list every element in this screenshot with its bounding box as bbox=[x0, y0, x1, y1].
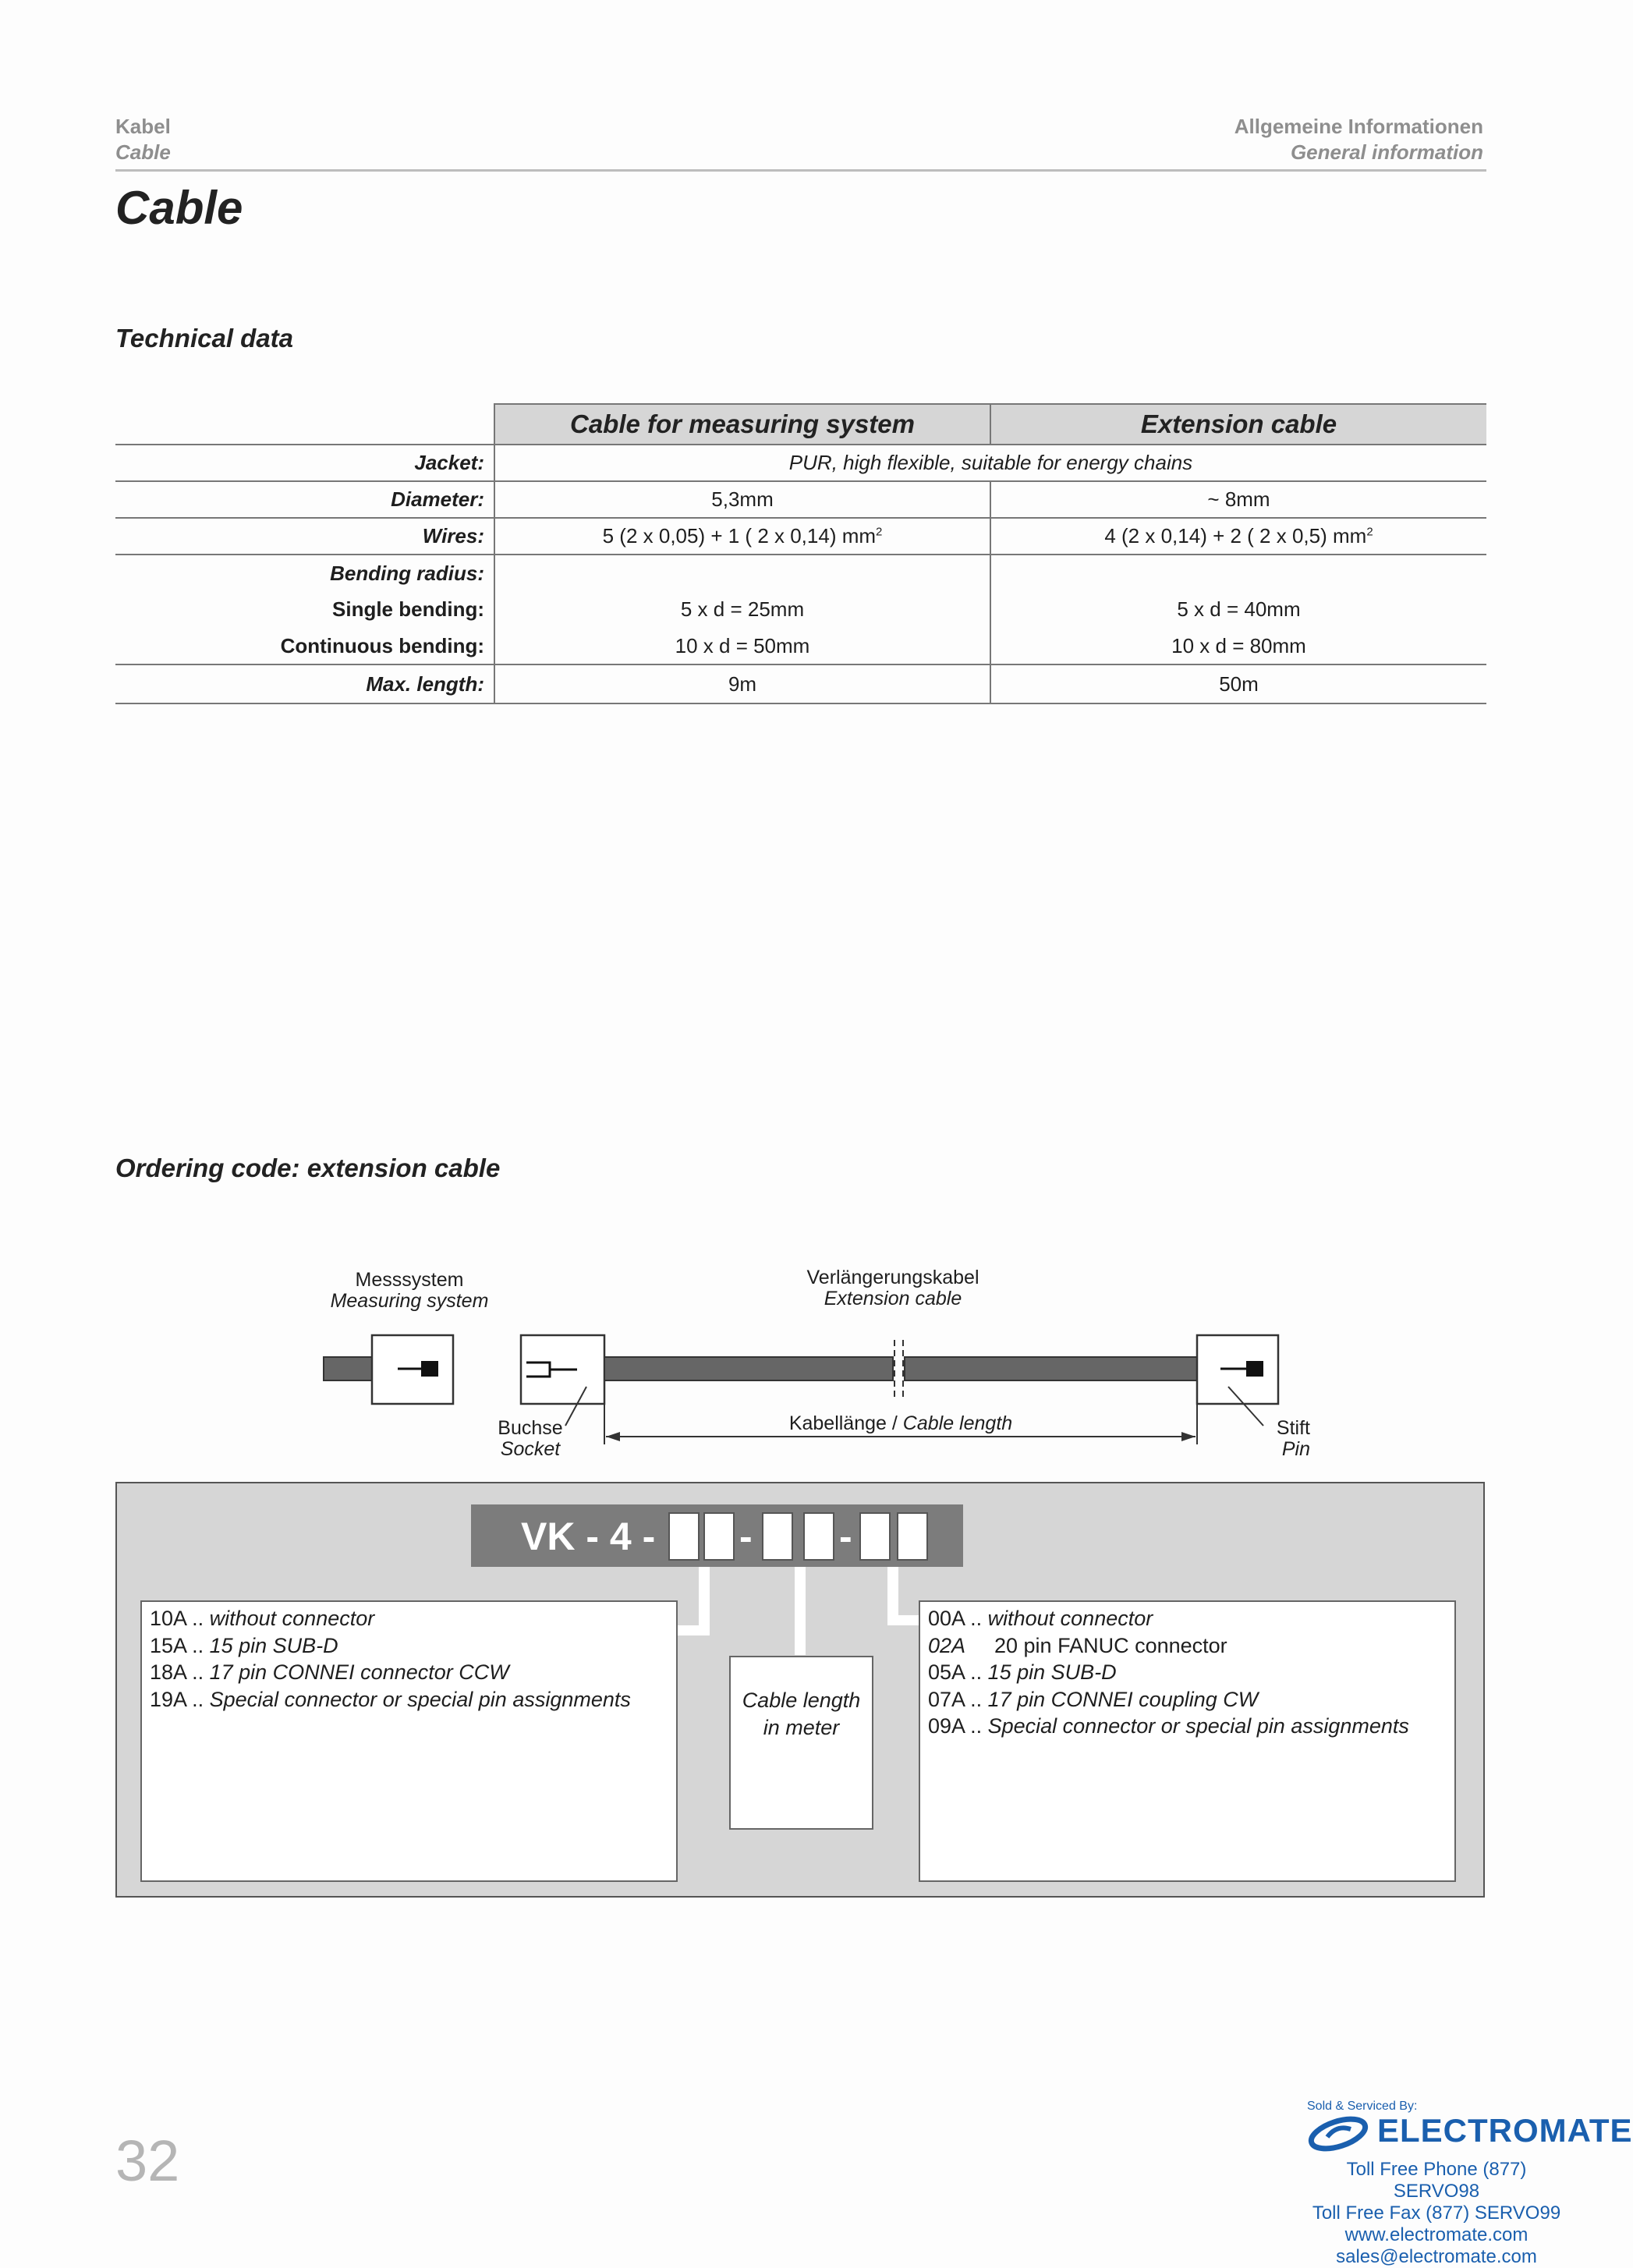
label-pin-de: Stift bbox=[1276, 1417, 1310, 1439]
col-header-extension: Extension cable bbox=[990, 404, 1486, 445]
option-text: 17 pin CONNEI connector CCW bbox=[209, 1660, 509, 1684]
diameter-extension: ~ 8mm bbox=[990, 481, 1486, 518]
option-sep: .. bbox=[970, 1687, 983, 1711]
header-left-en: Cable bbox=[115, 140, 171, 164]
contact-phone: Toll Free Phone (877) SERVO98 bbox=[1346, 2159, 1527, 2202]
option-code: 09A bbox=[928, 1714, 965, 1738]
option-text: 15 pin SUB-D bbox=[987, 1660, 1117, 1684]
row-label-continuous-bending: Continuous bending: bbox=[280, 633, 484, 657]
label-socket bbox=[484, 1418, 577, 1460]
contact-web-link[interactable]: www.electromate.com bbox=[1344, 2224, 1529, 2245]
jacket-value: PUR, high flexible, suitable for energy chains bbox=[494, 445, 1486, 481]
label-extension-en: Extension cable bbox=[824, 1288, 962, 1309]
list-item bbox=[150, 1632, 668, 1660]
list-item bbox=[928, 1632, 1447, 1660]
label-socket-en: Socket bbox=[500, 1438, 561, 1460]
list-item bbox=[150, 1605, 668, 1632]
connector-left-horizontal bbox=[677, 1625, 710, 1635]
option-code: 18A bbox=[150, 1660, 186, 1684]
option-sep: .. bbox=[192, 1633, 204, 1657]
option-sep: .. bbox=[192, 1687, 204, 1711]
cable-length-line2: in meter bbox=[763, 1716, 840, 1739]
max-length-extension: 50m bbox=[990, 664, 1486, 703]
code-dash-2: - bbox=[839, 1515, 852, 1558]
code-slot-6 bbox=[897, 1512, 928, 1561]
electromate-logo-icon bbox=[1305, 2114, 1376, 2153]
single-bending-measuring: 5 x d = 25mm bbox=[494, 591, 990, 628]
list-item bbox=[150, 1686, 668, 1713]
label-pin-en: Pin bbox=[1281, 1438, 1310, 1460]
technical-data-title: Technical data bbox=[115, 324, 294, 353]
wires-measuring-text: 5 (2 x 0,05) + 1 ( 2 x 0,14) mm bbox=[602, 524, 877, 548]
extension-cable-right bbox=[905, 1357, 1197, 1380]
label-pin bbox=[1248, 1418, 1310, 1460]
option-text: without connector bbox=[209, 1607, 375, 1630]
label-length-en: Cable length bbox=[902, 1412, 1013, 1434]
row-label-wires: Wires: bbox=[115, 518, 494, 555]
option-text: Special connector or special pin assignments bbox=[987, 1714, 1409, 1738]
option-sep: .. bbox=[970, 1607, 983, 1630]
continuous-bending-extension: 10 x d = 80mm bbox=[990, 628, 1486, 664]
left-options-box bbox=[140, 1600, 678, 1882]
single-bending-extension: 5 x d = 40mm bbox=[990, 591, 1486, 628]
wires-extension-sup: 2 bbox=[1366, 525, 1373, 539]
cable-length-box bbox=[729, 1656, 873, 1830]
option-text: Special connector or special pin assignments bbox=[209, 1687, 631, 1711]
header-left-de: Kabel bbox=[115, 115, 171, 138]
code-slot-3 bbox=[762, 1512, 793, 1561]
label-socket-de: Buchse bbox=[498, 1417, 563, 1439]
list-item bbox=[928, 1605, 1447, 1632]
wires-extension-text: 4 (2 x 0,14) + 2 ( 2 x 0,5) mm bbox=[1104, 524, 1367, 548]
label-cable-length bbox=[745, 1413, 1057, 1434]
right-options-box bbox=[919, 1600, 1456, 1882]
code-dash-1: - bbox=[739, 1515, 753, 1558]
connector-middle-vertical bbox=[795, 1567, 806, 1655]
label-measuring-en: Measuring system bbox=[330, 1290, 489, 1312]
measuring-pin-block bbox=[421, 1361, 438, 1377]
row-label-max-length: Max. length: bbox=[115, 664, 494, 703]
option-code: 05A bbox=[928, 1660, 965, 1684]
option-sep: .. bbox=[970, 1660, 983, 1684]
option-code: 10A bbox=[150, 1607, 186, 1630]
option-text: 20 pin FANUC connector bbox=[994, 1633, 1227, 1657]
code-slot-1 bbox=[668, 1512, 700, 1561]
contact-info bbox=[1312, 2159, 1561, 2268]
connector-right-horizontal bbox=[887, 1615, 920, 1625]
option-text: 17 pin CONNEI coupling CW bbox=[987, 1687, 1259, 1711]
brand-name: ELECTROMATE bbox=[1377, 2112, 1633, 2149]
dim-arrow-right bbox=[1181, 1432, 1196, 1441]
option-code: 02A bbox=[928, 1633, 966, 1657]
option-code: 19A bbox=[150, 1687, 186, 1711]
diameter-measuring: 5,3mm bbox=[494, 481, 990, 518]
contact-email-link[interactable]: sales@electromate.com bbox=[1336, 2246, 1537, 2267]
ordering-code-prefix: VK - 4 - bbox=[521, 1515, 656, 1558]
continuous-bending-measuring: 10 x d = 50mm bbox=[494, 628, 990, 664]
option-sep: .. bbox=[192, 1607, 204, 1630]
ordering-code-title: Ordering code: extension cable bbox=[115, 1153, 501, 1182]
option-code: 15A bbox=[150, 1633, 186, 1657]
option-text: 15 pin SUB-D bbox=[209, 1633, 338, 1657]
list-item bbox=[928, 1686, 1447, 1713]
measuring-cable-stub bbox=[324, 1357, 372, 1380]
list-item bbox=[928, 1713, 1447, 1740]
option-text: without connector bbox=[987, 1607, 1153, 1630]
page-title: Cable bbox=[115, 182, 243, 234]
option-code: 07A bbox=[928, 1687, 965, 1711]
extension-cable-left bbox=[604, 1357, 893, 1380]
code-slot-5 bbox=[859, 1512, 891, 1561]
label-extension-de: Verlängerungskabel bbox=[806, 1267, 979, 1288]
label-measuring-de: Messsystem bbox=[355, 1269, 464, 1291]
col-header-measuring: Cable for measuring system bbox=[494, 404, 990, 445]
sold-by-text: Sold & Serviced By: bbox=[1307, 2100, 1418, 2113]
code-slot-4 bbox=[803, 1512, 834, 1561]
row-label-bending-radius: Bending radius: bbox=[115, 555, 494, 591]
dim-arrow-left bbox=[606, 1432, 620, 1441]
label-length-de: Kabellänge / bbox=[788, 1412, 898, 1434]
max-length-measuring: 9m bbox=[494, 664, 990, 703]
list-item bbox=[150, 1659, 668, 1686]
header-right-de: Allgemeine Informationen bbox=[1234, 115, 1483, 138]
option-code: 00A bbox=[928, 1607, 965, 1630]
header-right-en: General information bbox=[1290, 140, 1483, 164]
cable-length-line1: Cable length bbox=[742, 1689, 861, 1712]
contact-fax[interactable]: Toll Free Fax (877) SERVO99 bbox=[1312, 2202, 1561, 2224]
row-label-diameter: Diameter: bbox=[115, 481, 494, 518]
wires-measuring-sup: 2 bbox=[876, 525, 883, 539]
page-number: 32 bbox=[115, 2128, 180, 2193]
list-item bbox=[928, 1659, 1447, 1686]
row-label-jacket: Jacket: bbox=[115, 445, 494, 481]
pin-block bbox=[1246, 1361, 1263, 1377]
row-label-single-bending: Single bending: bbox=[332, 597, 484, 621]
option-sep: .. bbox=[192, 1660, 204, 1684]
code-slot-2 bbox=[703, 1512, 735, 1561]
option-sep: .. bbox=[970, 1714, 983, 1738]
